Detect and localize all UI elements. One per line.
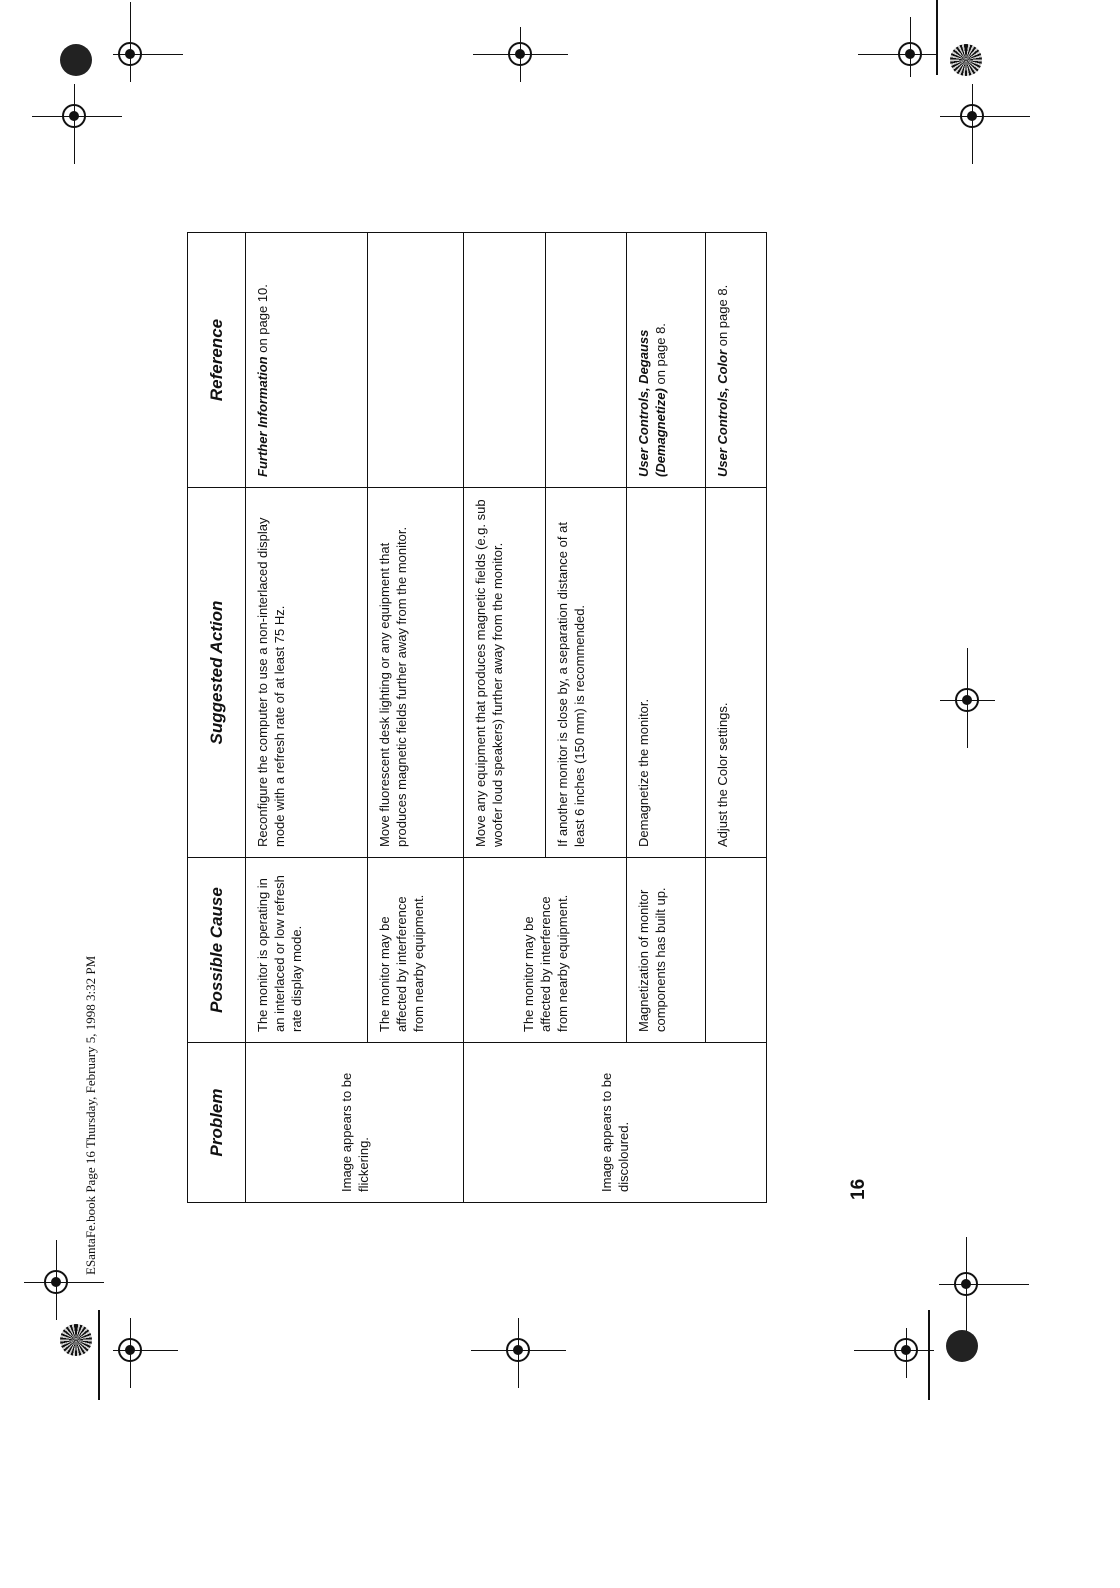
reference-cell [367, 233, 464, 488]
action-cell: If another monitor is close by, a separation distance of at least 6 inches (150 mm) is recommended. [545, 488, 626, 858]
reference-page: on page 10. [254, 284, 270, 357]
reference-page: on page 8. [652, 323, 668, 389]
header-problem: Problem [188, 1043, 246, 1203]
problem-cell: Image appears to be discoloured. [464, 1043, 767, 1203]
reference-cell [706, 233, 767, 488]
reference-title: User Controls, Color [715, 349, 730, 477]
registration-ball-icon [946, 1330, 978, 1362]
cause-cell: Magnetization of monitor components has built up. [626, 858, 705, 1043]
document-header-line: ESantaFe.book Page 16 Thursday, February 5, 1998 3:32 PM [83, 955, 98, 1275]
problem-cell: Image appears to be flickering. [245, 1043, 463, 1203]
reference-cell [545, 233, 626, 488]
table-row [464, 233, 545, 1203]
action-cell: Move fluorescent desk lighting or any equipment that produces magnetic fields further away from the monitor. [367, 488, 464, 858]
header-reference: Reference [188, 233, 246, 488]
reference-title: User Controls, Degauss (Demagnetize) [635, 329, 668, 477]
action-cell: Move any equipment that produces magnetic fields (e.g. sub woofer loud speakers) further away from the monitor. [464, 488, 545, 858]
reference-page: on page 8. [715, 284, 730, 350]
header-possible-cause: Possible Cause [188, 858, 246, 1043]
cause-cell: The monitor may be affected by interference from nearby equipment. [367, 858, 464, 1043]
reference-cell [464, 233, 545, 488]
registration-starburst-icon [60, 1324, 92, 1356]
action-cell: Reconfigure the computer to use a non-interlaced display mode with a refresh rate of at least 75 Hz. [245, 488, 367, 858]
action-cell: Demagnetize the monitor. [626, 488, 705, 858]
cause-cell: The monitor may be affected by interference from nearby equipment. [464, 858, 627, 1043]
table-row [245, 233, 367, 1203]
reference-cell [245, 233, 367, 488]
registration-starburst-icon [950, 44, 982, 76]
action-cell: Adjust the Color settings. [706, 488, 767, 858]
cause-cell: The monitor is operating in an interlaced or low refresh rate display mode. [245, 858, 367, 1043]
troubleshooting-table [187, 233, 767, 1203]
table-header-row [188, 233, 246, 1203]
page-number: 16 [848, 1178, 869, 1200]
reference-cell [626, 233, 705, 488]
registration-ball-icon [60, 44, 92, 76]
cause-cell [706, 858, 767, 1043]
header-suggested-action: Suggested Action [188, 488, 246, 858]
reference-title: Further Information [254, 356, 270, 477]
